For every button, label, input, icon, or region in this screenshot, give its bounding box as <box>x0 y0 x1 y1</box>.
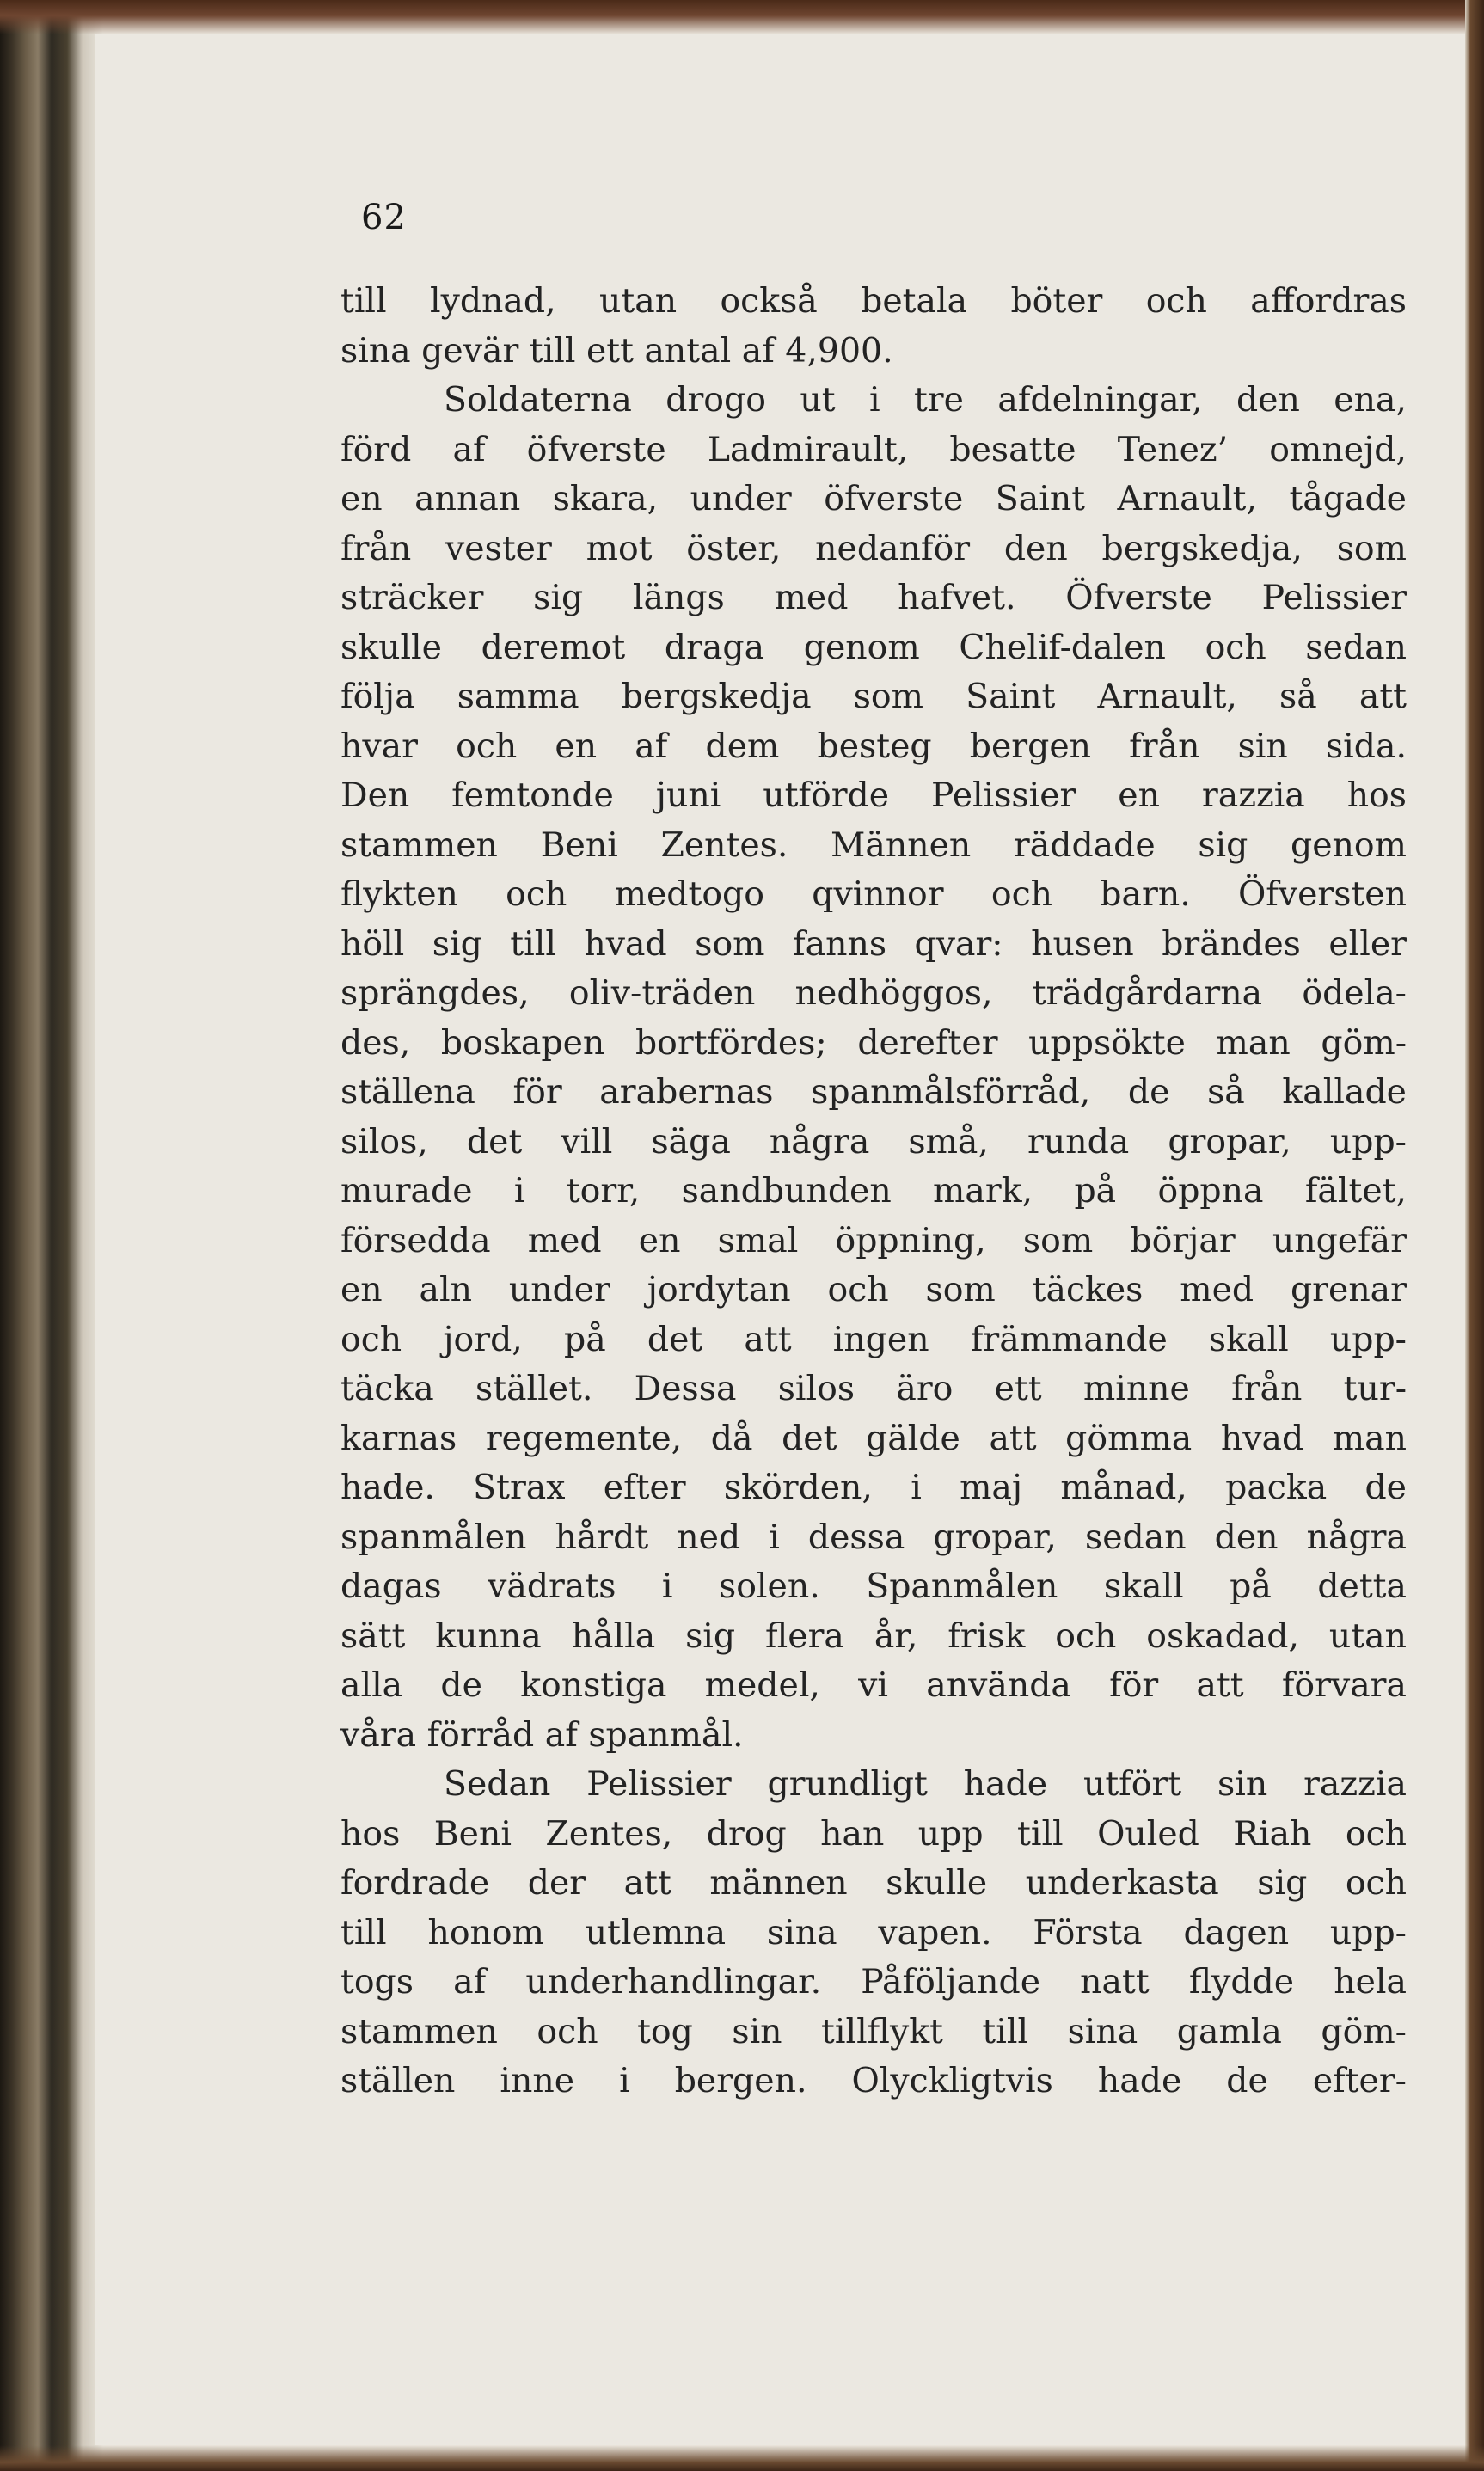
book-top-edge <box>0 0 1484 34</box>
text-line: höll sig till hvad som fanns qvar: husen brändes eller <box>340 923 1407 964</box>
text-line: silos, det vill säga några små, runda gropar, upp- <box>340 1121 1407 1162</box>
text-line: alla de konstiga medel, vi använda för att förvara <box>340 1665 1407 1705</box>
text-line: hade. Strax efter skörden, i maj månad, packa de <box>340 1468 1407 1507</box>
text-line: flykten och medtogo qvinnor och barn. Öfversten <box>340 874 1407 914</box>
text-line: till honom utlemna sina vapen. Första dagen upp- <box>340 1912 1407 1953</box>
text-line: ställen inne i bergen. Olyckligtvis hade de efter- <box>340 2061 1407 2100</box>
body-text <box>340 277 1407 2106</box>
book-bottom-edge <box>0 2445 1484 2471</box>
text-line: Sedan Pelissier grundligt hade utfört sin razzia <box>444 1764 1407 1804</box>
text-line: en annan skara, under öfverste Saint Arnault, tågade <box>340 479 1407 518</box>
text-line: skulle deremot draga genom Chelif-dalen och sedan <box>340 627 1407 667</box>
text-line: sträcker sig längs med hafvet. Öfverste Pelissier <box>340 578 1407 617</box>
text-line: karnas regemente, då det gälde att gömma hvad man <box>340 1418 1407 1458</box>
text-line: förd af öfverste Ladmirault, besatte Tenez’ omnejd, <box>340 429 1407 469</box>
text-line: och jord, på det att ingen främmande skall upp- <box>340 1319 1407 1359</box>
text-line: från vester mot öster, nedanför den bergskedja, som <box>340 528 1407 568</box>
text-line: hos Beni Zentes, drog han upp till Ouled Riah och <box>340 1813 1407 1854</box>
text-line: Den femtonde juni utförde Pelissier en razzia hos <box>340 776 1407 815</box>
text-line: hvar och en af dem besteg bergen från sin sida. <box>340 726 1407 766</box>
text-line: ställena för arabernas spanmålsförråd, de så kallade <box>340 1072 1407 1112</box>
text-line: des, boskapen bortfördes; derefter uppsökte man göm- <box>340 1022 1407 1063</box>
text-line: murade i torr, sandbunden mark, på öppna fältet, <box>340 1171 1407 1211</box>
book-right-edge <box>1465 0 1484 2471</box>
text-line: togs af underhandlingar. Påföljande natt flydde hela <box>340 1962 1407 2002</box>
text-line: sina gevär till ett antal af 4,900. <box>340 330 893 371</box>
text-line: dagas vädrats i solen. Spanmålen skall på detta <box>340 1567 1407 1606</box>
text-line: en aln under jordytan och som täckes med grenar <box>340 1270 1407 1309</box>
text-line: följa samma bergskedja som Saint Arnault, så att <box>340 677 1407 716</box>
text-line: spanmålen hårdt ned i dessa gropar, sedan den några <box>340 1517 1407 1557</box>
text-line: stammen Beni Zentes. Männen räddade sig genom <box>340 825 1407 865</box>
text-line: sätt kunna hålla sig flera år, frisk och oskadad, utan <box>340 1616 1407 1656</box>
text-line: till lydnad, utan också betala böter och affordras <box>340 281 1407 321</box>
text-line: våra förråd af spanmål. <box>340 1714 744 1755</box>
text-line: täcka stället. Dessa silos äro ett minne från tur- <box>340 1369 1407 1408</box>
text-line: Soldaterna drogo ut i tre afdelningar, den ena, <box>444 380 1407 420</box>
page-number: 62 <box>361 198 407 237</box>
text-line: stammen och tog sin tillflykt till sina gamla göm- <box>340 2011 1407 2051</box>
text-line: sprängdes, oliv-träden nedhöggos, trädgårdarna ödela- <box>340 973 1407 1013</box>
text-line: fordrade der att männen skulle underkasta sig och <box>340 1863 1407 1903</box>
text-line: försedda med en smal öppning, som börjar ungefär <box>340 1220 1407 1260</box>
